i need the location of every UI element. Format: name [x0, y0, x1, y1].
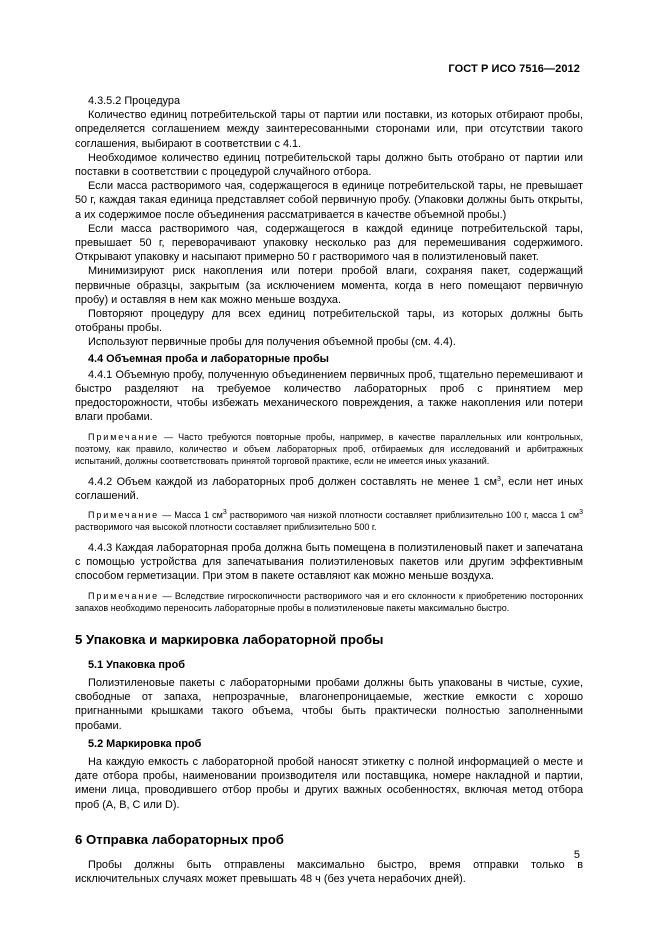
section-4-4-title: 4.4 Объемная проба и лабораторные пробы	[88, 352, 329, 365]
text-run: 4.4.2 Объем каждой из лабораторных проб должен составлять не менее 1 см	[88, 475, 497, 488]
superscript: 3	[222, 509, 227, 517]
superscript: 3	[579, 509, 583, 517]
paragraph: Необходимое количество единиц потребительской тары должно быть отобрано от партии или поставки в соответствии с процедурой случайного отбора.	[75, 151, 583, 179]
text-run: — Масса 1 см	[159, 510, 223, 521]
section-5-2-title: 5.2 Маркировка проб	[88, 737, 202, 750]
note-1	[75, 431, 583, 467]
section-5-1-title: 5.1 Упаковка проб	[88, 658, 185, 671]
note-label: Примечание	[88, 590, 160, 601]
paragraph-4-4-2	[75, 475, 583, 503]
paragraph-5-1: Полиэтиленовые пакеты с лабораторными пробами должны быть упакованы в чистые, сухие, свободные от запаха, непрозрачные, влагонепроницаемые, жесткие емкости с хорошо пригнанными крышками такого объема, чтобы быть практически полностью заполненными пробами.	[75, 676, 583, 732]
note-label: Примечание	[88, 510, 160, 521]
paragraph: Повторяют процедуру для всех единиц потребительской тары, из которых должны быть отобраны пробы.	[75, 308, 583, 335]
paragraph: Минимизируют риск накопления или потери пробой влаги, сохраняя пакет, содержащий первичные образцы, закрытым (за исключением момента, когда в него помещают первичную пробу) и оставляя в нем как можно меньше воздуха.	[75, 265, 583, 306]
note-text: — Вследствие гигроскопичности растворимого чая и его склонности к приобретению посторонних запахов необходимо переносить лабораторные пробы в полиэтиленовые пакеты максимально быстро.	[75, 590, 583, 613]
paragraph: Если масса растворимого чая, содержащегося в единице потребительской тары, не превышает 50 г, каждая такая единица представляет собой первичную пробу. (Упаковки должны быть открыты, а их содержимое после объединения рассматривается в качестве объемной пробы.)	[75, 180, 583, 221]
note-3	[75, 590, 583, 614]
paragraph-5-2: На каждую емкость с лабораторной пробой наносят этикетку с полной информацией о месте и дате отбора пробы, наименовании производителя или поставщика, номере накладной и партии, имени лица, проводившего отбор пробы и других важных особенностях, включая метод отбора проб (А, В, С или D).	[75, 755, 583, 811]
document-body	[75, 94, 583, 886]
paragraph: Если масса растворимого чая, содержащегося в каждой единице потребительской тары, превышает 50 г, переворачивают упаковку несколько раз для перемешивания содержимого. Открывают упаковку и насыпают примерно 50 г растворимого чая в полиэтиленовый пакет.	[75, 222, 583, 264]
text-run: , если нет иных соглашений.	[75, 475, 583, 502]
superscript: 3	[496, 475, 501, 483]
note-label: Примечание	[88, 431, 160, 442]
note-text: — Часто требуются повторные пробы, например, в качестве параллельных или контрольных, поэтому, как правило, количество и объем лабораторных проб, отбираемых для исследований и арбитражных испытаний, должны соответствовать принятой торговой практике, если не имеется иных указаний.	[75, 431, 583, 466]
paragraph-4-4-3: 4.4.3 Каждая лабораторная проба должна быть помещена в полиэтиленовый пакет и запечатана с помощью устройства для запечатывания полиэтиленовых пакетов или другим эффективным способом герметизации. При этом в пакете оставляют как можно меньше воздуха.	[75, 542, 583, 583]
page-number: 5	[573, 849, 580, 861]
section-5-title: 5 Упаковка и маркировка лабораторной пробы	[75, 631, 384, 647]
section-4-3-5-2-title: 4.3.5.2 Процедура	[88, 95, 180, 107]
paragraph-4-4-1: 4.4.1 Объемную пробу, полученную объединением первичных проб, тщательно перемешивают и быстро разделяют на требуемое количество лабораторных проб с принятием мер предосторожности, чтобы избежать механического повреждения, а также накопления или потери влаги пробами.	[75, 368, 583, 424]
text-run: растворимого чая высокой плотности составляет приблизительно 500 г.	[75, 522, 377, 533]
note-2	[75, 509, 583, 533]
paragraph-6: Пробы должны быть отправлены максимально быстро, время отправки только в исключительных случаях может превышать 48 ч (без учета нерабочих дней).	[75, 858, 583, 885]
document-header-id: ГОСТ Р ИСО 7516—2012	[448, 63, 580, 75]
text-run: растворимого чая низкой плотности составляет приблизительно 100 г, масса 1 см	[226, 510, 580, 521]
paragraph: Используют первичные пробы для получения объемной пробы (см. 4.4).	[88, 336, 456, 349]
section-6-title: 6 Отправка лабораторных проб	[75, 831, 284, 847]
paragraph: Количество единиц потребительской тары от партии или поставки, из которых отбирают пробы, определяется соглашением между заинтересованными сторонами или, при отсутствии такого соглашения, выбирают в соответствии с 4.1.	[75, 109, 583, 150]
